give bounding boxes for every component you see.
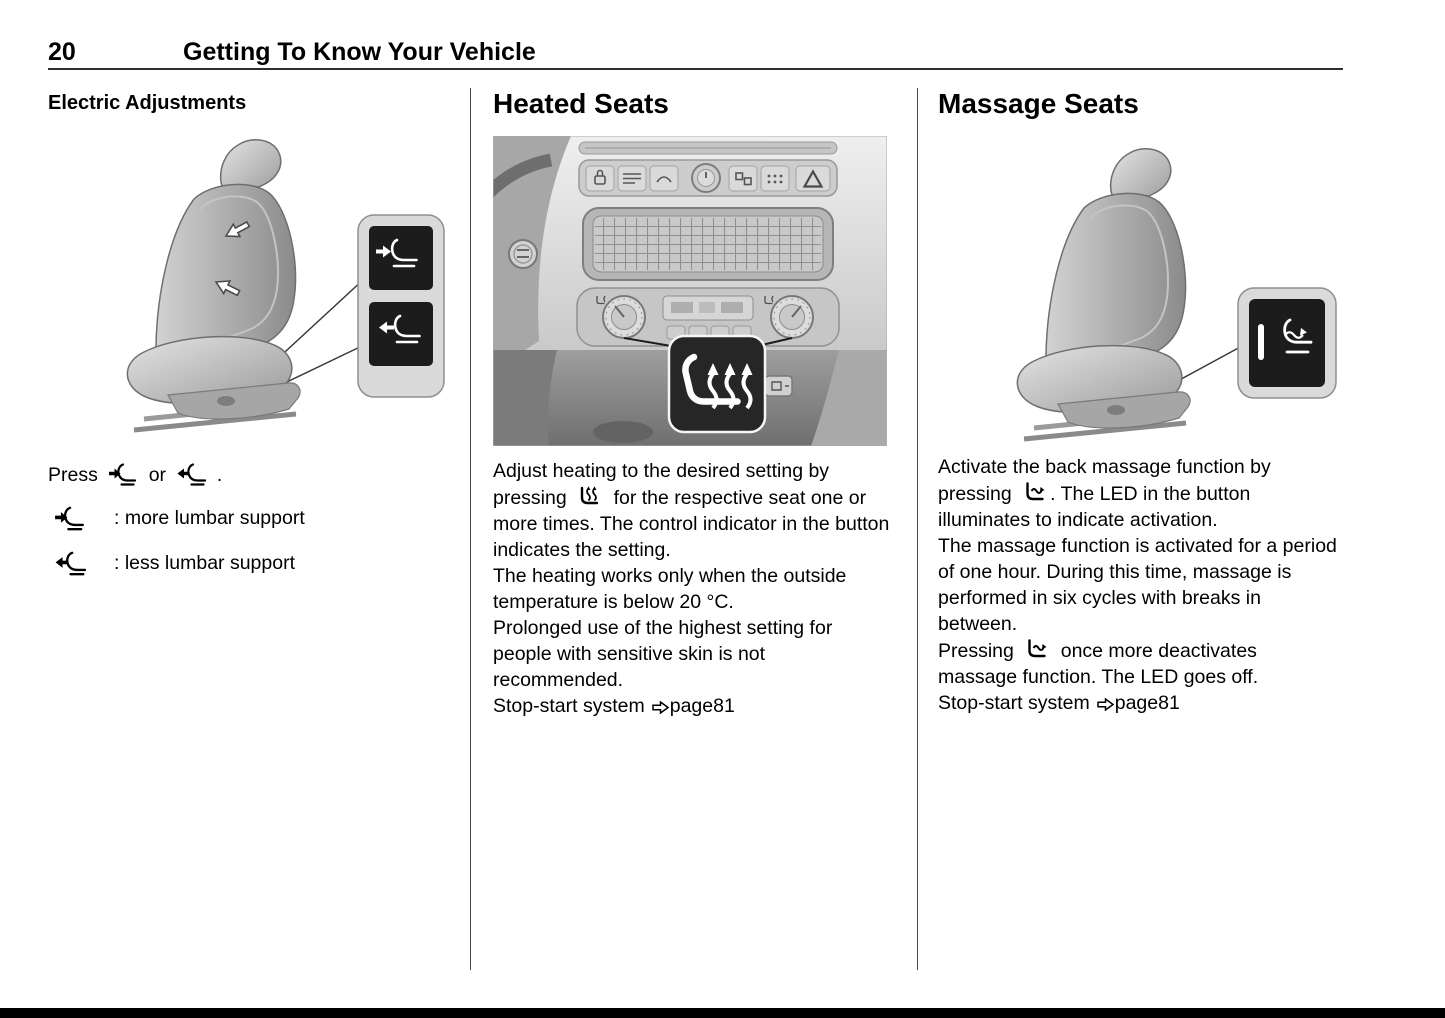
heated-page-reference bbox=[493, 693, 890, 719]
definition-less-lumbar-text: : less lumbar support bbox=[114, 552, 295, 574]
top-button-row bbox=[579, 160, 837, 196]
press-instruction bbox=[48, 461, 448, 488]
heated-p1-after: for the respective seat one or more times. The control indicator in the button indicates the setting. bbox=[493, 487, 890, 561]
massage-p1-after: . The LED in the button illuminates to indicate activation. bbox=[938, 483, 1251, 531]
press-text-or: or bbox=[148, 464, 167, 486]
definition-more-lumbar bbox=[48, 504, 448, 533]
page-ref-arrow-icon bbox=[652, 701, 669, 714]
heated-seat-callout bbox=[669, 336, 765, 432]
massage-heading: Massage Seats bbox=[938, 88, 1139, 119]
ref-label: Stop-start system bbox=[938, 692, 1090, 714]
ref-target: page81 bbox=[669, 695, 735, 717]
heated-seat-icon bbox=[577, 484, 603, 511]
massage-p3-before: Pressing bbox=[938, 640, 1014, 662]
electric-heading: Electric Adjustments bbox=[48, 92, 247, 114]
massage-seat-illustration bbox=[938, 142, 1338, 442]
massage-paragraph-2: The massage function is activated for a period of one hour. During this time, massage is performed in six cycles with breaks in between. bbox=[938, 535, 1337, 635]
ref-target: page81 bbox=[1114, 692, 1180, 714]
heated-paragraph-2: The heating works only when the outside temperature is below 20 °C. bbox=[493, 565, 847, 613]
lumbar-more-icon bbox=[54, 504, 86, 533]
heated-paragraph-3: Prolonged use of the highest setting for people with sensitive skin is not recommended. bbox=[493, 617, 833, 691]
lumbar-more-icon bbox=[108, 461, 138, 488]
led-indicator bbox=[1258, 324, 1264, 360]
press-text-before: Press bbox=[48, 464, 98, 486]
press-text-end: . bbox=[216, 464, 223, 486]
electric-seat-figure bbox=[48, 133, 448, 433]
header-rule bbox=[48, 68, 1343, 70]
car-seat bbox=[127, 140, 300, 430]
heated-p1-before: Adjust heating to the desired setting by pressing bbox=[493, 460, 830, 509]
ref-label: Stop-start system bbox=[493, 695, 645, 717]
definition-less-lumbar bbox=[48, 549, 448, 578]
column-divider-2 bbox=[917, 88, 918, 970]
dashboard-photo bbox=[493, 136, 887, 446]
lumbar-buttons-callout bbox=[358, 215, 444, 397]
heated-seats-figure bbox=[493, 136, 890, 446]
page-number: 20 bbox=[48, 38, 76, 66]
massage-p1-before: Activate the back massage function by pressing bbox=[938, 456, 1271, 505]
massage-button-callout bbox=[1238, 288, 1336, 398]
page-header bbox=[48, 38, 1343, 70]
column-divider-1 bbox=[470, 88, 471, 970]
heated-paragraph-1 bbox=[493, 458, 890, 563]
massage-paragraph-3 bbox=[938, 637, 1338, 690]
massage-seat-icon bbox=[1022, 480, 1048, 507]
massage-seat-icon bbox=[1024, 637, 1050, 664]
definition-more-lumbar-text: : more lumbar support bbox=[114, 507, 305, 529]
electric-seat-illustration bbox=[48, 133, 448, 433]
heated-heading: Heated Seats bbox=[493, 88, 669, 119]
bottom-edge-bar bbox=[0, 1008, 1445, 1018]
massage-text-block bbox=[938, 454, 1338, 716]
page-title: Getting To Know Your Vehicle bbox=[183, 38, 536, 66]
page-ref-arrow-icon bbox=[1097, 698, 1114, 711]
heated-text-block bbox=[493, 458, 890, 719]
section-massage-seats bbox=[938, 86, 1338, 716]
section-heated-seats bbox=[493, 86, 890, 719]
section-electric-adjustments bbox=[48, 86, 448, 578]
massage-seat-figure bbox=[938, 142, 1338, 442]
center-vent-grille bbox=[583, 208, 833, 280]
lumbar-less-icon bbox=[54, 549, 86, 578]
car-seat bbox=[1017, 149, 1190, 439]
massage-paragraph-1 bbox=[938, 454, 1338, 533]
massage-p3-after: once more deactivates massage function. The LED goes off. bbox=[938, 640, 1259, 688]
lumbar-less-icon bbox=[176, 461, 206, 488]
massage-page-reference bbox=[938, 690, 1338, 716]
